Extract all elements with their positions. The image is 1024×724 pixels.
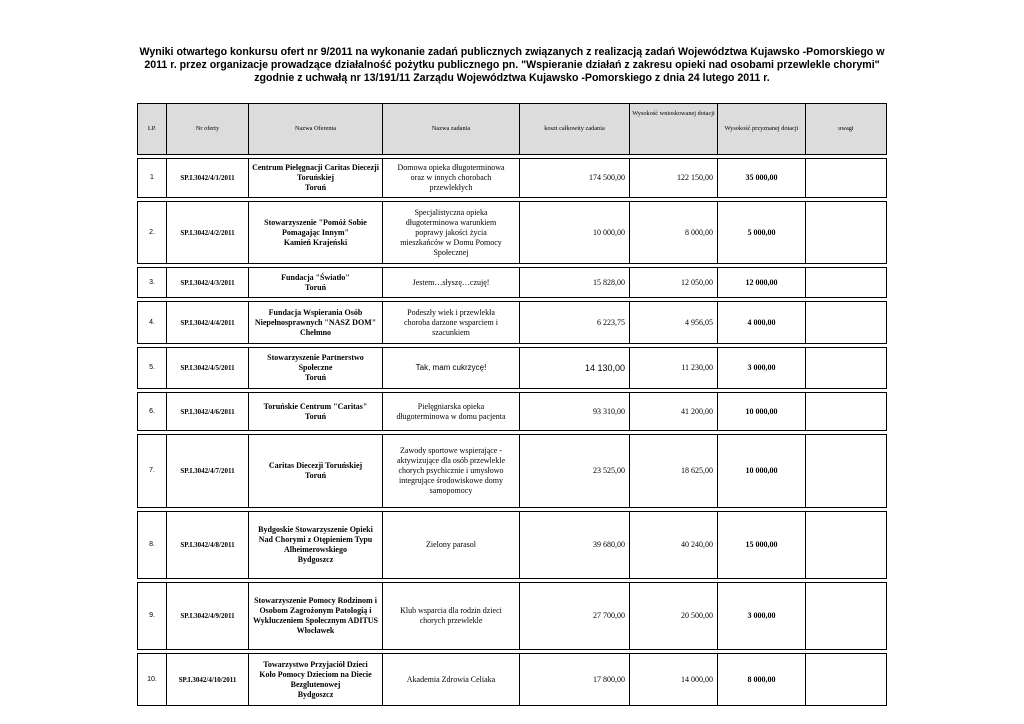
cell-offer-number: SP.I.3042/4/1/2011 <box>167 159 249 198</box>
task-line: chorych psychicznie i umysłowo <box>398 466 504 475</box>
task-line: chorych przewlekle <box>419 616 483 625</box>
table-row <box>138 202 887 264</box>
cell-notes <box>806 202 887 264</box>
cell-offer-number: SP.I.3042/4/2/2011 <box>167 202 249 264</box>
cell-organization <box>249 202 383 264</box>
task-line: długoterminowa warunkiem <box>405 217 497 227</box>
cell-total-cost: 10 000,00 <box>520 202 630 264</box>
cell-task-name <box>383 393 520 431</box>
org-line: Towarzystwo Przyjaciół Dzieci <box>263 659 368 669</box>
task-line: Podeszły wiek i przewlekła <box>407 307 495 317</box>
cell-task-name <box>383 268 520 298</box>
org-line: Toruń <box>304 471 327 480</box>
cell-requested-grant: 12 050,00 <box>630 268 718 298</box>
header-wnioskowana: Wysokość wnioskowanej dotacji <box>630 104 718 155</box>
task-line: choroba darzone wsparciem i <box>404 317 498 327</box>
cell-requested-grant: 20 500,00 <box>630 583 718 650</box>
task-line: integrujące środowiskowe domy <box>399 476 503 485</box>
cell-total-cost: 15 828,00 <box>520 268 630 298</box>
task-line: Domowa opieka długoterminowa <box>397 163 505 172</box>
cell-organization <box>249 159 383 198</box>
cell-requested-grant: 40 240,00 <box>630 512 718 579</box>
org-line: Caritas Diecezji Toruńskiej <box>268 461 363 470</box>
cell-notes <box>806 393 887 431</box>
task-line: Tak, mam cukrzycę! <box>415 363 487 372</box>
cell-total-cost: 23 525,00 <box>520 435 630 508</box>
org-line: Włocławek <box>296 626 335 635</box>
cell-notes <box>806 268 887 298</box>
org-line: Toruń <box>304 183 327 192</box>
cell-granted-grant: 8 000,00 <box>718 654 806 706</box>
task-line: Pielęgniarska opieka <box>417 401 485 411</box>
cell-requested-grant: 14 000,00 <box>630 654 718 706</box>
cell-notes <box>806 159 887 198</box>
table-row <box>138 512 887 579</box>
cell-requested-grant: 11 230,00 <box>630 348 718 389</box>
page-title <box>138 46 886 85</box>
task-line: Zawody sportowe wspierające - <box>400 446 502 455</box>
cell-task-name <box>383 159 520 198</box>
cell-lp: 1 <box>138 159 167 198</box>
task-line: aktywizujące dla osób przewlekle <box>396 456 506 465</box>
task-line: długoterminowa w domu pacjenta <box>396 411 506 421</box>
cell-requested-grant: 18 625,00 <box>630 435 718 508</box>
table-body <box>138 155 887 706</box>
org-line: Chełmno <box>299 327 332 337</box>
cell-task-name <box>383 202 520 264</box>
org-line: Toruń <box>304 373 327 382</box>
cell-total-cost: 39 680,00 <box>520 512 630 579</box>
cell-offer-number: SP.I.3042/4/4/2011 <box>167 302 249 344</box>
org-line: Społeczne <box>298 363 333 372</box>
title-line-2: 2011 r. przez organizacje prowadzące działalność pożytku publicznego pn. "Wspieranie działań z zakresu opieki nad osobami przewlekle chorymi" <box>144 59 880 71</box>
cell-requested-grant: 8 000,00 <box>630 202 718 264</box>
cell-offer-number: SP.I.3042/4/9/2011 <box>167 583 249 650</box>
cell-lp: 9. <box>138 583 167 650</box>
header-zadanie: Nazwa zadania <box>383 104 520 155</box>
org-line: Niepełnosprawnych "NASZ DOM" <box>254 317 377 327</box>
cell-organization <box>249 512 383 579</box>
org-line: Wykluczeniem Społecznym ADITUS <box>252 616 379 625</box>
task-line: Zielony parasol <box>426 540 476 549</box>
cell-task-name <box>383 512 520 579</box>
cell-notes <box>806 512 887 579</box>
org-line: Pomagając Innym" <box>282 227 349 237</box>
org-line: Bezglutenowej <box>290 679 341 689</box>
cell-organization <box>249 268 383 298</box>
cell-granted-grant: 5 000,00 <box>718 202 806 264</box>
cell-granted-grant: 4 000,00 <box>718 302 806 344</box>
cell-total-cost: 14 130,00 <box>520 348 630 389</box>
task-line: przewlekłych <box>429 183 473 192</box>
cell-task-name <box>383 348 520 389</box>
header-nr: Nr oferty <box>167 104 249 155</box>
org-line: Alheimerowskiego <box>284 545 347 554</box>
org-line: Bydgoszcz <box>297 689 334 699</box>
org-line: Osobom Zagrożonym Patologią i <box>259 606 372 615</box>
cell-notes <box>806 302 887 344</box>
org-line: Centrum Pielęgnacji Caritas Diecezji <box>252 163 379 172</box>
cell-offer-number: SP.I.3042/4/7/2011 <box>167 435 249 508</box>
cell-granted-grant: 12 000,00 <box>718 268 806 298</box>
cell-offer-number: SP.I.3042/4/5/2011 <box>167 348 249 389</box>
header-lp: LP. <box>138 104 167 155</box>
cell-organization <box>249 302 383 344</box>
header-oferent: Nazwa Oferenta <box>249 104 383 155</box>
cell-granted-grant: 10 000,00 <box>718 435 806 508</box>
cell-granted-grant: 35 000,00 <box>718 159 806 198</box>
cell-organization <box>249 348 383 389</box>
header-uwagi: uwagi <box>806 104 887 155</box>
title-line-3: zgodnie z uchwałą nr 13/191/11 Zarządu Województwa Kujawsko -Pomorskiego z dnia 24 lutego 2011 r. <box>254 72 770 84</box>
table-row <box>138 393 887 431</box>
table-row <box>138 348 887 389</box>
task-line: Jestem…słyszę…czuję! <box>412 277 490 287</box>
task-line: Akademia Zdrowia Celiaka <box>406 674 496 684</box>
cell-organization <box>249 583 383 650</box>
task-line: mieszkańców w Domu Pomocy <box>400 237 502 247</box>
org-line: Bydgoszcz <box>297 555 334 564</box>
cell-granted-grant: 15 000,00 <box>718 512 806 579</box>
cell-notes <box>806 348 887 389</box>
table-header-row <box>138 104 887 155</box>
org-line: Fundacja Wspierania Osób <box>268 307 363 317</box>
cell-offer-number: SP.I.3042/4/3/2011 <box>167 268 249 298</box>
task-line: Społecznej <box>433 247 469 257</box>
cell-offer-number: SP.I.3042/4/10/2011 <box>167 654 249 706</box>
org-line: Koło Pomocy Dzieciom na Diecie <box>259 669 372 679</box>
cell-lp: 2. <box>138 202 167 264</box>
task-line: poprawy jakości życia <box>415 227 487 237</box>
org-line: Bydgoskie Stowarzyszenie Opieki <box>258 525 373 534</box>
cell-requested-grant: 122 150,00 <box>630 159 718 198</box>
cell-lp: 7. <box>138 435 167 508</box>
org-line: Toruńskie Centrum "Caritas" <box>263 401 368 411</box>
table-row <box>138 654 887 706</box>
org-line: Nad Chorymi z Otępieniem Typu <box>258 535 373 544</box>
org-line: Kamień Krajeński <box>283 237 348 247</box>
cell-organization <box>249 393 383 431</box>
task-line: Specjalistyczna opieka <box>414 207 488 217</box>
cell-total-cost: 17 800,00 <box>520 654 630 706</box>
table-row <box>138 268 887 298</box>
cell-task-name <box>383 435 520 508</box>
cell-requested-grant: 4 956,05 <box>630 302 718 344</box>
header-koszt: koszt całkowity zadania <box>520 104 630 155</box>
org-line: Stowarzyszenie Partnerstwo <box>267 353 364 362</box>
cell-organization <box>249 435 383 508</box>
task-line: samopomocy <box>429 486 473 495</box>
org-line: Stowarzyszenie "Pomóż Sobie <box>264 217 367 227</box>
cell-lp: 4. <box>138 302 167 344</box>
task-line: oraz w innych chorobach <box>410 173 492 182</box>
cell-offer-number: SP.I.3042/4/6/2011 <box>167 393 249 431</box>
cell-notes <box>806 654 887 706</box>
title-line-1: Wyniki otwartego konkursu ofert nr 9/2011 na wykonanie zadań publicznych związanych z realizacją zadań Województwa Kujawsko -Pomorskiego w <box>139 46 885 58</box>
cell-task-name <box>383 654 520 706</box>
table-row <box>138 583 887 650</box>
cell-task-name <box>383 583 520 650</box>
org-line: Fundacja "Światło" <box>281 272 350 282</box>
cell-granted-grant: 10 000,00 <box>718 393 806 431</box>
cell-lp: 8. <box>138 512 167 579</box>
table-row <box>138 159 887 198</box>
cell-requested-grant: 41 200,00 <box>630 393 718 431</box>
table-row <box>138 302 887 344</box>
org-line: Toruń <box>304 411 327 421</box>
org-line: Toruń <box>304 282 327 292</box>
cell-total-cost: 6 223,75 <box>520 302 630 344</box>
org-line: Toruńskiej <box>296 173 335 182</box>
header-przyznana: Wysokość przyznanej dotacji <box>718 104 806 155</box>
cell-lp: 3. <box>138 268 167 298</box>
cell-granted-grant: 3 000,00 <box>718 348 806 389</box>
cell-total-cost: 174 500,00 <box>520 159 630 198</box>
cell-lp: 5. <box>138 348 167 389</box>
task-line: szacunkiem <box>432 327 470 337</box>
cell-total-cost: 93 310,00 <box>520 393 630 431</box>
org-line: Stowarzyszenie Pomocy Rodzinom i <box>254 596 377 605</box>
cell-organization <box>249 654 383 706</box>
cell-task-name <box>383 302 520 344</box>
cell-offer-number: SP.I.3042/4/8/2011 <box>167 512 249 579</box>
cell-lp: 10. <box>138 654 167 706</box>
cell-total-cost: 27 700,00 <box>520 583 630 650</box>
cell-lp: 6. <box>138 393 167 431</box>
cell-notes <box>806 583 887 650</box>
cell-granted-grant: 3 000,00 <box>718 583 806 650</box>
table-row <box>138 435 887 508</box>
task-line: Klub wsparcia dla rodzin dzieci <box>400 606 502 615</box>
cell-notes <box>806 435 887 508</box>
results-table <box>137 103 887 706</box>
